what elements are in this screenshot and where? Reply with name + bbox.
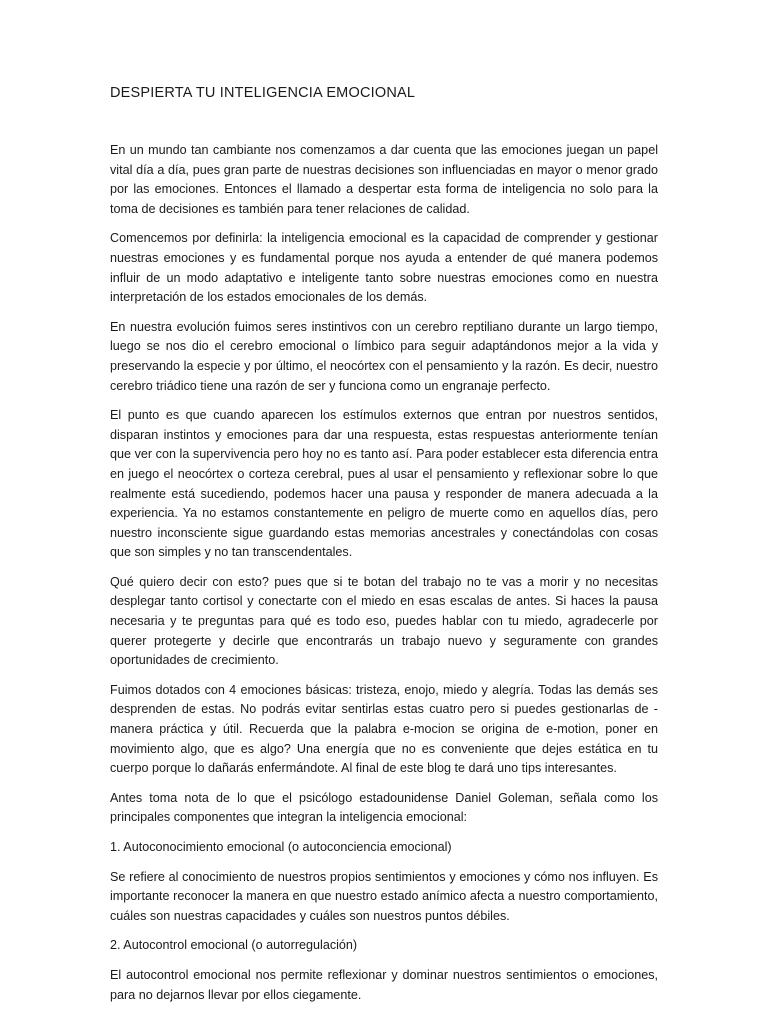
document-title: DESPIERTA TU INTELIGENCIA EMOCIONAL	[110, 85, 416, 101]
paragraph-self-control: El autocontrol emocional nos permite reflexionar y dominar nuestros sentimientos o emociones, para no dejarnos llevar por ellos ciegamente.	[110, 967, 658, 1002]
paragraph-self-awareness: Se refiere al conocimiento de nuestros propios sentimientos y emociones y cómo nos influyen. Es importante reconocer la manera en que nuestro estado anímico afecta a nuestro comportamiento, cuáles son nuestras capacidades y cuáles son nuestros puntos débiles.	[110, 869, 658, 923]
section-heading-self-awareness: 1. Autoconocimiento emocional (o autoconciencia emocional)	[110, 840, 452, 854]
paragraph-basic-emotions: Fuimos dotados con 4 emociones básicas: tristeza, enojo, miedo y alegría. Todas las demás ses desprenden de estas. No podrás evitar sentirlas estas cuatro pero si puedes gestionarlas de -manera práctica y útil. Recuerda que la palabra e-mocion se origina de e-motion, poner en movimiento algo, que es algo? Una energía que no es conveniente que dejes estática en tu cuerpo porque lo dañarás enfermándote. Al final de este blog te dará uno tips interesantes.	[110, 682, 658, 776]
paragraph-evolution: En nuestra evolución fuimos seres instintivos con un cerebro reptiliano durante un largo tiempo, luego se nos dio el cerebro emocional o límbico para seguir adaptándonos mejor a la vida y preservando la especie y por último, el neocórtex con el pensamiento y la razón. Es decir, nuestro cerebro triádico tiene una razón de ser y funciona como un engranaje perfecto.	[110, 319, 658, 393]
paragraph-intro: En un mundo tan cambiante nos comenzamos a dar cuenta que las emociones juegan un papel vital día a día, pues gran parte de nuestras decisiones son influenciadas en mayor o menor grado por las emociones. Entonces el llamado a despertar esta forma de inteligencia no solo para la toma de decisiones es también para tener relaciones de calidad.	[110, 143, 658, 216]
paragraph-definition: Comencemos por definirla: la inteligencia emocional es la capacidad de comprender y gestionar nuestras emociones y es fundamental porque nos ayuda a entender de qué manera podemos influir de un modo adaptativo e inteligente tanto sobre nuestras emociones como en nuestra interpretación de los estados emocionales de los demás.	[110, 231, 658, 305]
paragraph-goleman: Antes toma nota de lo que el psicólogo estadounidense Daniel Goleman, señala como los principales componentes que integran la inteligencia emocional:	[110, 790, 658, 825]
section-heading-self-control: 2. Autocontrol emocional (o autorregulación)	[110, 938, 358, 953]
paragraph-example: Qué quiero decir con esto? pues que si te botan del trabajo no te vas a morir y no necesitas desplegar tanto cortisol y conectarte con el miedo en esas escalas de antes. Si haces la pausa necesaria y te preguntas para qué es todo eso, puedes hablar con tu miedo, agradecerle por querer protegerte y decirle que encontrarás un trabajo nuevo y seguramente con grandes oportunidades de crecimiento.	[110, 574, 658, 668]
document-page	[110, 84, 658, 1015]
paragraph-stimuli: El punto es que cuando aparecen los estímulos externos que entran por nuestros sentidos, disparan instintos y emociones para dar una respuesta, estas respuestas anteriormente tenían que ver con la supervivencia pero hoy no es tanto así. Para poder establecer esta diferencia entra en juego el neocórtex o corteza cerebral, pues al usar el pensamiento y reflexionar sobre lo que realmente está sucediendo, podemos hacer una pausa y responder de manera adecuada a la experiencia. Ya no estamos constantemente en peligro de muerte como en aquellos días, pero nuestro inconsciente sigue guardando estas memorias ancestrales y conectándolas con cosas que son simples y no tan transcendentales.	[110, 408, 658, 560]
